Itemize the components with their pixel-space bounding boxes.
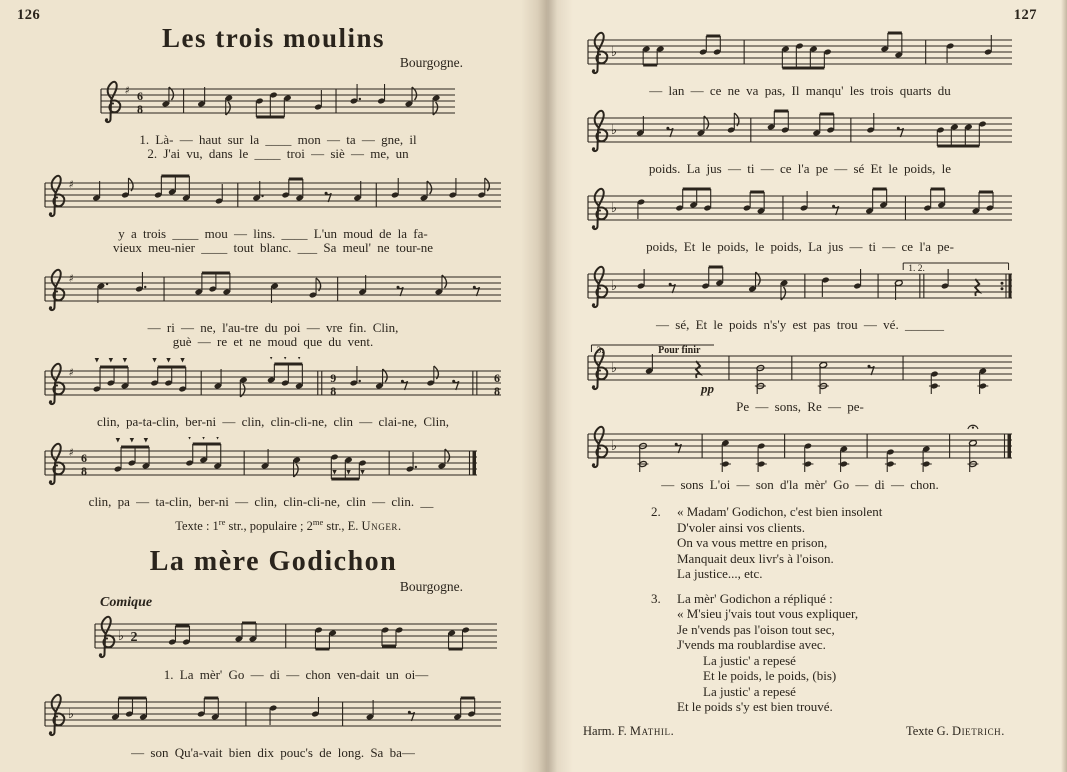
song1-text-credit: [0, 517, 547, 534]
lyrics-line: poids, Et le poids, le poids, La jus — ti — ce l'a pe-: [646, 239, 954, 254]
verse-line: La justice..., etc.: [677, 566, 763, 581]
svg-text:♭: ♭: [610, 361, 618, 376]
verse: [547, 504, 1067, 582]
music-staff: [42, 357, 504, 415]
song2-title: La mère Godichon: [149, 546, 398, 578]
harmonization-credit: [583, 724, 674, 739]
lyrics-line: — sé, Et le poids n's'y est pas trou — vé. ______: [656, 317, 944, 332]
svg-text:Pour finir: Pour finir: [658, 345, 701, 356]
verse-line: On va vous mettre en prison,: [677, 535, 828, 550]
lyrics-line: poids. La jus — ti — ce l'a pe — sé Et le poids, le: [648, 161, 952, 176]
verse-block: [547, 504, 1067, 715]
svg-text:3.: 3.: [596, 346, 604, 356]
right-staves: [547, 26, 1067, 492]
page-number-left: 126: [17, 7, 41, 23]
verse-line: La justic' a repesé: [703, 683, 796, 699]
svg-text:♯: ♯: [68, 366, 74, 379]
lyrics-line: vieux meu-nier ____ tout blanc. ___ Sa meul' ne tour-ne: [112, 240, 434, 255]
svg-text:1. 2.: 1. 2.: [908, 264, 925, 274]
credit-sup: re: [218, 517, 226, 527]
song1-region: Bourgogne.: [399, 55, 463, 70]
lyrics-line: 2. J'ai vu, dans le ____ troi — siè — me, un: [147, 146, 409, 161]
svg-text:♭: ♭: [610, 439, 618, 454]
svg-text:♭: ♭: [117, 629, 125, 645]
staff-system: [585, 182, 1015, 254]
staff-system: [42, 437, 480, 509]
svg-text:8: 8: [494, 384, 500, 398]
verse-line: « M'sieu j'vais tout vous expliquer,: [677, 606, 859, 621]
music-staff: [98, 75, 458, 133]
verse: [547, 591, 1067, 715]
verse-line: La justic' a repesé: [703, 652, 796, 668]
svg-text:6: 6: [137, 89, 143, 103]
svg-text:♯: ♯: [68, 272, 74, 285]
lyrics-line: 1. La mèr' Go — di — chon ven-dait un oi—: [163, 667, 429, 683]
svg-text:♭: ♭: [610, 279, 618, 294]
lyrics-line: — sons L'oi — son d'la mèr' Go — di — chon.: [661, 477, 939, 492]
music-staff: [585, 104, 1015, 162]
staff-system: [98, 75, 458, 161]
music-staff: [92, 610, 500, 668]
staff-system: [42, 357, 504, 429]
verse-number: 2.: [651, 504, 661, 519]
song1-staves: [0, 75, 547, 509]
svg-text:♭: ♭: [67, 707, 75, 723]
music-staff: [42, 437, 480, 495]
staff-system: [585, 104, 1015, 176]
lyrics-line: Pe — sons, Re — pe-: [736, 399, 864, 414]
page-number-right: 127: [1013, 7, 1037, 23]
verse-line: D'voler ainsi vos clients.: [677, 519, 805, 535]
music-staff: [585, 342, 1015, 400]
credit-sup: me: [312, 517, 324, 527]
staff-system: [585, 26, 1015, 98]
credit-part: Texte : 1: [175, 519, 219, 534]
lyrics-line: clin, pa — ta-clin, ber-ni — clin, clin-cli-ne, clin — clin. __: [88, 494, 434, 509]
text-credit: [906, 724, 1005, 739]
verse-line: « Madam' Godichon, c'est bien insolent: [677, 504, 883, 519]
song2-staves: [0, 610, 547, 760]
svg-text:♯: ♯: [68, 446, 74, 459]
lyrics-line: guè — re et ne moud que du vent.: [172, 334, 374, 349]
verse-line: Et le poids, le poids, (bis): [703, 668, 837, 683]
music-staff: [585, 182, 1015, 240]
staff-system: [585, 342, 1015, 414]
lyrics-line: — ri — ne, l'au-tre du poi — vre fin. Clin,: [147, 320, 399, 335]
page-127: [547, 0, 1067, 772]
svg-text:6: 6: [494, 371, 500, 385]
music-staff: [42, 263, 504, 321]
song2-tempo-marking: Comique: [100, 595, 153, 611]
music-staff: [585, 26, 1015, 84]
lyrics-line: — son Qu'a-vait bien dix pouc's de long. Sa ba—: [131, 745, 415, 761]
staff-system: [42, 263, 504, 349]
staff-system: [585, 420, 1015, 492]
svg-text:6: 6: [81, 451, 87, 465]
song2-region: Bourgogne.: [399, 579, 463, 595]
music-staff: [585, 260, 1015, 318]
verse-line: Et le poids s'y est bien trouvé.: [677, 699, 833, 714]
credit-part: Harm. F.: [583, 723, 630, 738]
staff-system: [42, 688, 504, 760]
verse-line: Je n'vends pas l'oison tout sec,: [677, 621, 835, 637]
svg-text:♭: ♭: [610, 45, 618, 60]
svg-text:♭: ♭: [610, 201, 618, 216]
credit-part: Texte G.: [905, 723, 952, 738]
staff-system: [42, 169, 504, 255]
verse-number: 3.: [651, 590, 661, 606]
lyrics-line: y a trois ____ mou — lins. ____ L'un moud de la fa-: [118, 226, 428, 241]
staff-system: [585, 260, 1015, 332]
credit-part: str., populaire ; 2: [225, 519, 313, 534]
svg-text:9: 9: [330, 371, 337, 385]
svg-text:2: 2: [130, 630, 138, 646]
music-staff: [42, 169, 504, 227]
credit-author: Unger.: [361, 519, 402, 534]
svg-text:8: 8: [137, 102, 143, 116]
credits-row: [547, 724, 1067, 739]
verse-line: Manquait deux livr's à l'oison.: [677, 550, 834, 566]
lyrics-line: clin, pa-ta-clin, ber-ni — clin, clin-cli-ne, clin — clai-ne, Clin,: [97, 414, 449, 429]
svg-text:♯: ♯: [124, 84, 130, 97]
lyrics-line: — lan — ce ne va pas, Il manqu' les trois quarts du: [649, 83, 951, 98]
svg-text:♯: ♯: [68, 178, 74, 191]
credit-part: str., E.: [323, 519, 362, 534]
svg-text:♭: ♭: [610, 123, 618, 138]
credit-name: Mathil.: [629, 723, 675, 738]
credit-name: Dietrich.: [951, 723, 1005, 738]
staff-system: [92, 610, 500, 682]
svg-text:8: 8: [330, 384, 337, 398]
verse-line: La mèr' Godichon a répliqué :: [677, 590, 833, 606]
svg-text:pp: pp: [701, 381, 715, 396]
song1-title: Les trois moulins: [161, 23, 386, 53]
svg-text:8: 8: [81, 464, 87, 478]
music-staff: [42, 688, 504, 746]
lyrics-line: 1. Là- — haut sur la ____ mon — ta — gne, il: [139, 132, 417, 147]
verse-line: J'vends ma roublardise avec.: [677, 637, 826, 652]
music-staff: [585, 420, 1015, 478]
